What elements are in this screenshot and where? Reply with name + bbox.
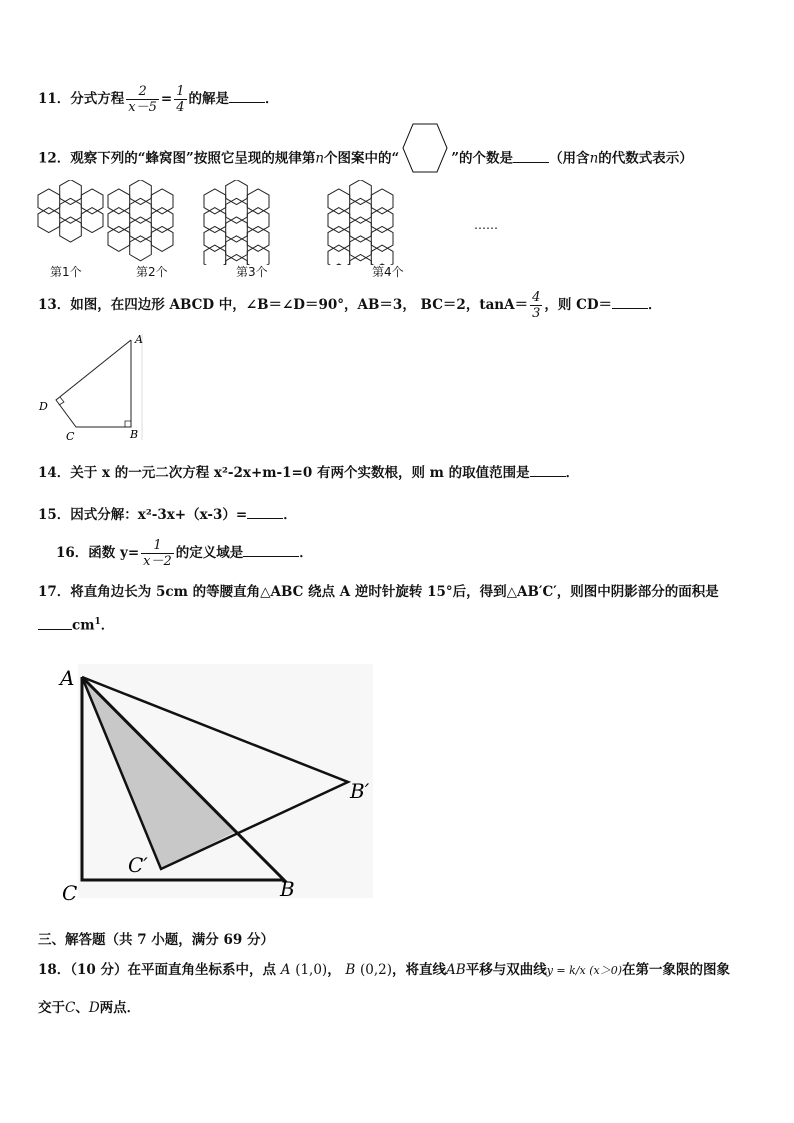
q15-answer-blank[interactable]	[247, 504, 283, 519]
q18-e: 、	[75, 1000, 89, 1016]
hex-caption-3: 第3个	[236, 265, 268, 279]
q13-den: 3	[532, 306, 541, 321]
honeycomb-cell	[108, 226, 130, 251]
question-13	[38, 290, 662, 321]
honeycomb-cell	[38, 189, 60, 214]
honeycomb-cell	[81, 189, 103, 214]
q13-label-A: A	[135, 333, 143, 346]
q16-answer-blank[interactable]	[243, 542, 299, 557]
honeycomb-cell	[130, 180, 152, 205]
honeycomb-cell	[130, 198, 152, 223]
honeycomb-cell	[38, 208, 60, 233]
honeycomb-cell	[328, 226, 350, 251]
honeycomb-cell	[204, 245, 226, 265]
q15-text: 15．因式分解：x²-3x+（x-3）=	[38, 507, 248, 523]
q18-A: A	[280, 962, 291, 978]
honeycomb-cell	[350, 236, 372, 261]
question-14	[38, 462, 579, 483]
q12-tail-a: （用含	[549, 150, 590, 167]
q12-mid: 个图案中的“	[324, 150, 400, 167]
q11-end: ．	[265, 91, 279, 107]
q16-end: ．	[299, 545, 313, 561]
q12-after: ”的个数是	[451, 150, 514, 167]
q17-label-C: C	[62, 881, 78, 905]
q14-answer-blank[interactable]	[530, 462, 566, 477]
q18-b: ，将直线	[392, 962, 447, 978]
q18-AB: AB	[446, 962, 466, 978]
honeycomb-cell	[151, 189, 173, 214]
q11-lhs-num: 2	[126, 84, 159, 100]
q13-text: 13．如图，在四边形 ABCD 中，∠B＝∠D＝90°，AB＝3， BC＝2，tanA＝	[38, 297, 529, 313]
q11-answer-blank[interactable]	[229, 88, 265, 103]
q18-curve: y = k/x (x＞0)	[546, 964, 622, 977]
honeycomb-cell	[226, 217, 248, 242]
honeycomb-cell	[81, 208, 103, 233]
honeycomb-cell	[247, 189, 269, 214]
question-16	[56, 538, 313, 569]
q18-D: D	[88, 1000, 100, 1016]
honeycomb-cell	[108, 208, 130, 233]
q18-d: 在第一象限的图象	[622, 962, 730, 978]
q18-a: 18．（10 分）在平面直角坐标系中，点	[38, 962, 277, 978]
honeycomb-cell	[130, 236, 152, 261]
q18-C: C	[65, 1000, 76, 1016]
q17-label-Bprime: B′	[350, 779, 370, 803]
q13-label-D: D	[39, 400, 48, 413]
q12-tail-b: 的代数式表示）	[598, 150, 693, 167]
q12-answer-blank[interactable]	[513, 148, 549, 163]
q13-end: ．	[648, 297, 662, 313]
q17-label-A: A	[60, 666, 75, 690]
question-15	[38, 504, 297, 525]
question-17-line1: 17．将直角边长为 5cm 的等腰直角△ABC 绕点 A 逆时针旋转 15°后，得到△AB′C′，则图中阴影部分的面积是	[38, 584, 719, 600]
q11-rhs-den: 4	[176, 100, 185, 115]
honeycomb-cell	[60, 217, 82, 242]
q15-end: ．	[283, 507, 297, 523]
q17-unit: cm	[72, 617, 95, 634]
honeycomb-cell	[371, 208, 393, 233]
q13-label-C: C	[66, 430, 75, 443]
honeycomb-cell	[226, 180, 248, 205]
hex-caption-4: 第4个	[372, 265, 404, 279]
honeycomb-cell	[108, 189, 130, 214]
honeycomb-cell	[60, 180, 82, 205]
honeycomb-figures	[30, 180, 530, 265]
q18-f: 两点．	[99, 1000, 141, 1016]
q16-fraction	[141, 538, 174, 569]
honeycomb-cell	[371, 245, 393, 265]
q18-B-coord: (0,2)	[360, 962, 393, 978]
question-18-line1	[38, 960, 730, 981]
q11-equals: =	[160, 91, 173, 107]
q11-prefix: 11．分式方程	[38, 91, 125, 107]
q18-A-coord: (1,0)	[295, 962, 328, 978]
q11-suffix: 的解是	[188, 91, 229, 107]
q16-den: x－2	[143, 554, 172, 569]
q18-B: B	[345, 962, 356, 978]
honeycomb-cell	[371, 226, 393, 251]
q16-prefix: 16．函数 y=	[56, 545, 140, 561]
honeycomb-cell	[226, 198, 248, 223]
honeycomb-cell	[204, 226, 226, 251]
honeycomb-cell	[328, 264, 350, 265]
q17-answer-blank[interactable]	[38, 615, 72, 630]
q18-c: 平移与双曲线	[465, 962, 547, 978]
hex-caption-2: 第2个	[136, 265, 168, 279]
question-11	[38, 84, 279, 115]
honeycomb-cell	[350, 180, 372, 205]
q11-lhs-den: x－5	[128, 100, 157, 115]
honeycomb-cell	[350, 217, 372, 242]
q11-rhs-num: 1	[176, 84, 185, 99]
rotated-triangle-figure	[50, 660, 400, 910]
q18-sep: ，	[327, 962, 341, 978]
section-3-heading: 三、解答题（共 7 小题，满分 69 分）	[38, 932, 274, 948]
honeycomb-cell	[204, 208, 226, 233]
q14-text: 14．关于 x 的一元二次方程 x²-2x+m-1=0 有两个实数根，则 m 的取值范围是	[38, 465, 530, 481]
honeycomb-cell	[350, 198, 372, 223]
honeycomb-cell	[226, 236, 248, 261]
q18-line2a: 交于	[38, 1000, 65, 1016]
q12-tail-n: n	[589, 150, 599, 167]
q14-end: ．	[565, 465, 580, 481]
q17-label-Cprime: C′	[128, 853, 148, 877]
question-17-line2	[38, 612, 114, 636]
q13-num: 4	[532, 290, 541, 305]
honeycomb-cell	[247, 208, 269, 233]
q13-suffix: ，则 CD＝	[544, 297, 613, 313]
honeycomb-cell	[247, 226, 269, 251]
q16-suffix: 的定义域是	[175, 545, 244, 561]
q17-label-B: B	[280, 877, 295, 901]
q12-prefix: 12．观察下列的“蜂窝图”按照它呈现的规律第	[38, 150, 316, 167]
honeycomb-cell	[247, 245, 269, 265]
q11-rhs-fraction	[174, 84, 186, 115]
honeycomb-cell	[151, 226, 173, 251]
hex-ellipsis: ……	[474, 218, 498, 232]
q13-answer-blank[interactable]	[612, 294, 648, 309]
q13-fraction	[530, 290, 542, 321]
honeycomb-cell	[151, 208, 173, 233]
honeycomb-cell	[60, 198, 82, 223]
honeycomb-cell	[204, 189, 226, 214]
honeycomb-cell	[371, 189, 393, 214]
q17-unit-sup: 1	[94, 617, 101, 627]
honeycomb-cell	[130, 217, 152, 242]
q16-num: 1	[141, 538, 174, 554]
q11-lhs-fraction	[126, 84, 159, 115]
quadrilateral-figure	[36, 330, 151, 445]
hex-caption-1: 第1个	[50, 265, 82, 279]
question-18-line2	[38, 998, 140, 1018]
q12-n: n	[315, 150, 325, 167]
honeycomb-cell	[328, 189, 350, 214]
honeycomb-cell	[328, 245, 350, 265]
q13-label-B: B	[130, 428, 139, 441]
q17-end: ．	[100, 617, 115, 634]
honeycomb-cell	[328, 208, 350, 233]
